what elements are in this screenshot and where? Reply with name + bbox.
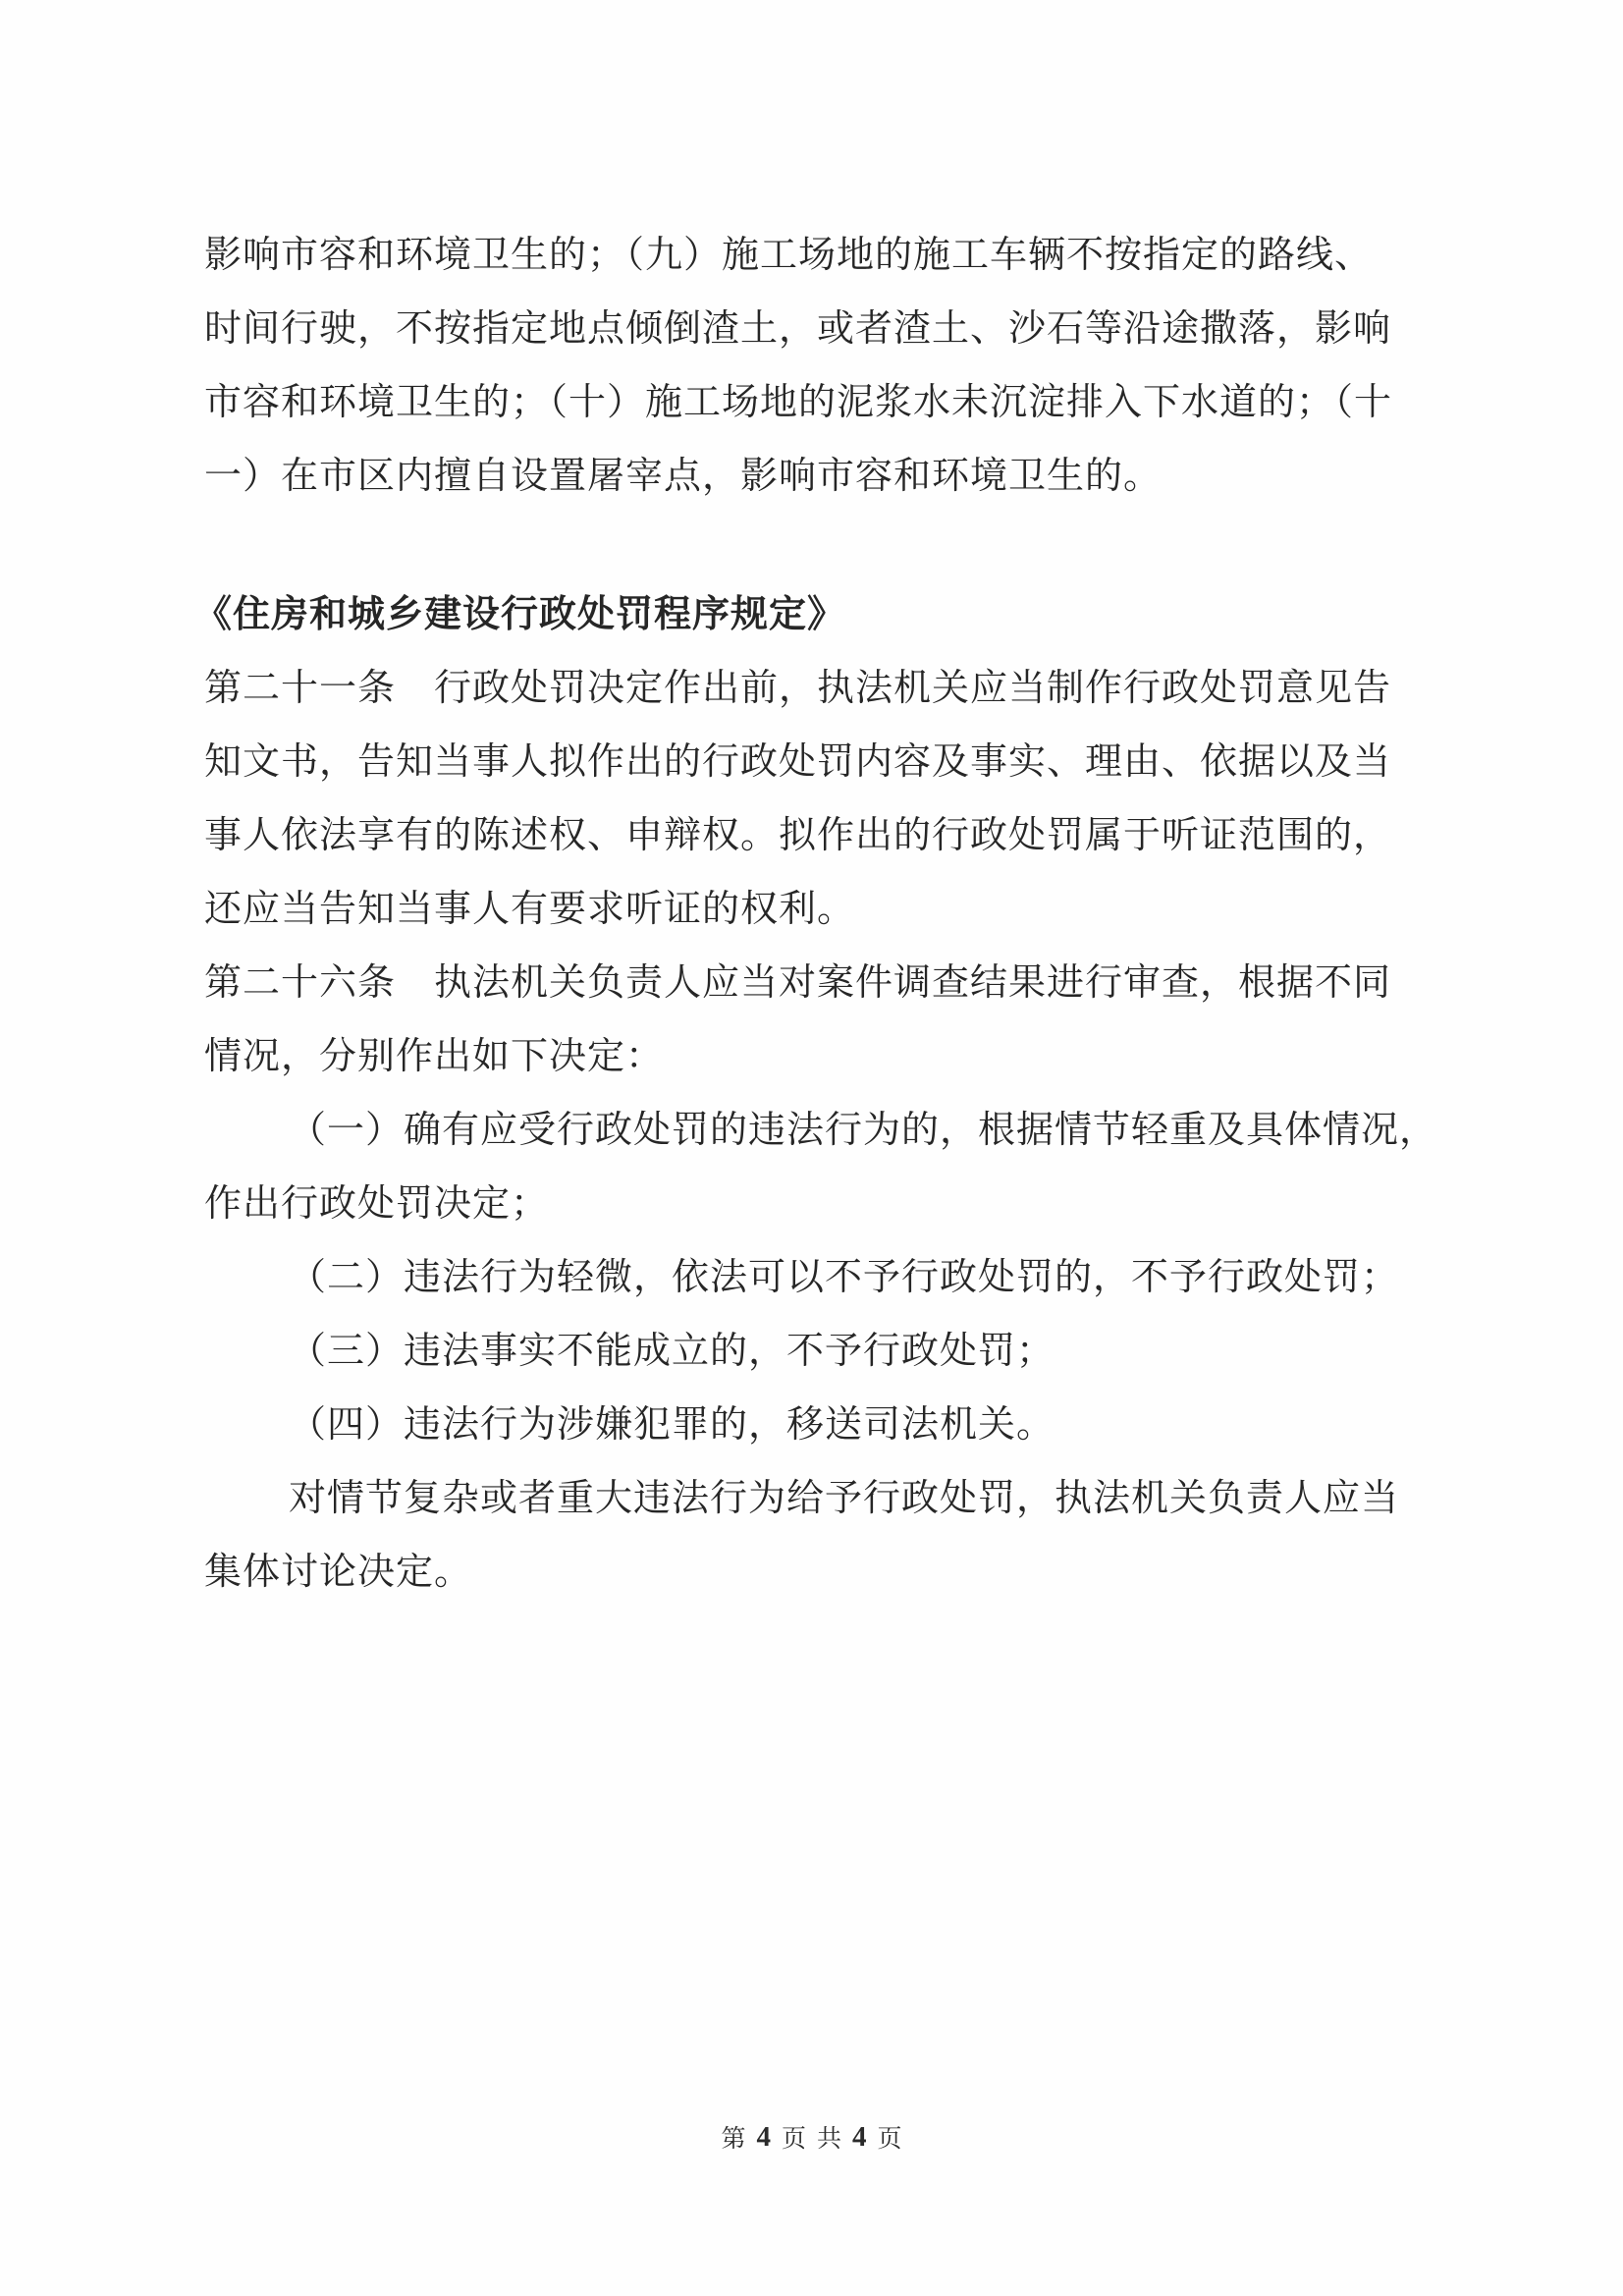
article-21-line: 还应当告知当事人有要求听证的权利。: [204, 889, 856, 930]
decision-item-4: （四）违法行为涉嫌犯罪的，移送司法机关。: [289, 1404, 1055, 1446]
closing-paragraph-line: 对情节复杂或者重大违法行为给予行政处罚，执法机关负责人应当: [289, 1478, 1400, 1519]
regulation-title: 《住房和城乡建设行政处罚程序规定》: [194, 594, 846, 635]
article-26-line: 情况，分别作出如下决定：: [204, 1036, 665, 1077]
decision-item-1: （一）确有应受行政处罚的违法行为的，根据情节轻重及具体情况，: [289, 1110, 1438, 1151]
footer-label: 页: [877, 2126, 902, 2153]
article-26-line: 第二十六条 执法机关负责人应当对案件调查结果进行审查，根据不同: [204, 962, 1392, 1004]
footer-label: 页: [781, 2126, 806, 2153]
decision-item-1-continued: 作出行政处罚决定；: [204, 1183, 550, 1225]
document-body: [194, 214, 1438, 1605]
decision-item-2: （二）违法行为轻微，依法可以不予行政处罚的，不予行政处罚；: [289, 1257, 1400, 1298]
current-page-number: 4: [756, 2120, 771, 2153]
body-line: 影响市容和环境卫生的；（九）施工场地的施工车辆不按指定的路线、: [204, 235, 1374, 276]
body-line: 市容和环境卫生的；（十）施工场地的泥浆水未沉淀排入下水道的；（十: [204, 382, 1393, 423]
footer-label: 第: [721, 2126, 746, 2153]
article-21-line: 事人依法享有的陈述权、申辩权。拟作出的行政处罚属于听证范围的，: [204, 815, 1392, 856]
page-footer: [0, 2113, 1623, 2160]
body-line: 一）在市区内擅自设置屠宰点，影响市容和环境卫生的。: [204, 456, 1163, 497]
article-21-line: 第二十一条 行政处罚决定作出前，执法机关应当制作行政处罚意见告: [204, 668, 1392, 709]
body-line: 时间行驶，不按指定地点倾倒渣土，或者渣土、沙石等沿途撒落，影响: [204, 308, 1392, 350]
article-21-line: 知文书，告知当事人拟作出的行政处罚内容及事实、理由、依据以及当: [204, 741, 1392, 783]
blank-line-spacer: [204, 509, 1432, 574]
total-page-number: 4: [852, 2120, 867, 2153]
closing-paragraph-line: 集体讨论决定。: [204, 1552, 473, 1593]
footer-label: 共: [817, 2126, 842, 2153]
decision-item-3: （三）违法事实不能成立的，不予行政处罚；: [289, 1331, 1055, 1372]
